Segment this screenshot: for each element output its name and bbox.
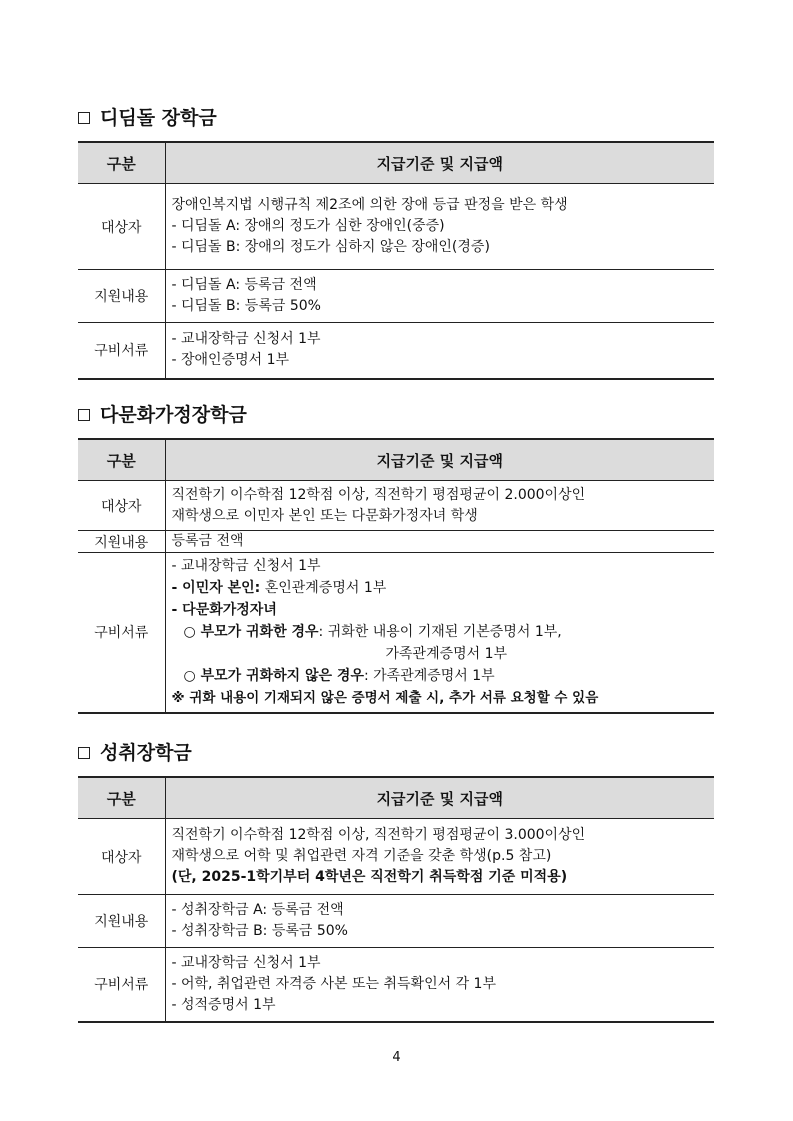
section-didimdol [78,104,714,380]
row-label: 구비서류 [78,553,165,713]
row-content: 직전학기 이수학점 12학점 이상, 직전학기 평점평균이 3.000이상인 재학생으로 어학 및 취업관련 자격 기준을 갖춘 학생(p.5 참고) (단, 2025-1학기부터 4학년은 직전학기 취득학점 기준 미적용) [165,819,714,895]
header-criteria: 지급기준 및 지급액 [165,777,714,819]
row-content: 장애인복지법 시행규칙 제2조에 의한 장애 등급 판정을 받은 학생 - 디딤돌 A: 장애의 정도가 심한 장애인(중증) - 디딤돌 B: 장애의 정도가 심하지 않은 장애인(경증) [165,184,714,270]
row-label: 지원내용 [78,531,165,553]
row-label: 대상자 [78,819,165,895]
didimdol-table [78,141,714,380]
row-label: 대상자 [78,481,165,531]
row-content: - 교내장학금 신청서 1부 - 어학, 취업관련 자격증 사본 또는 취득확인서 각 1부 - 성적증명서 1부 [165,948,714,1022]
row-content: - 디딤돌 A: 등록금 전액 - 디딤돌 B: 등록금 50% [165,270,714,323]
checkbox-square-icon [78,112,90,124]
row-content: 등록금 전액 [165,531,714,553]
checkbox-square-icon [78,747,90,759]
header-category: 구분 [78,439,165,481]
row-label: 대상자 [78,184,165,270]
row-content: - 교내장학금 신청서 1부 - 장애인증명서 1부 [165,323,714,379]
page-number: 4 [392,1050,401,1065]
header-category: 구분 [78,142,165,184]
section-title: 성취장학금 [78,739,714,767]
header-category: 구분 [78,777,165,819]
row-label: 구비서류 [78,948,165,1022]
section-achievement [78,739,714,1023]
row-content: 직전학기 이수학점 12학점 이상, 직전학기 평점평균이 2.000이상인 재학생으로 이민자 본인 또는 다문화가정자녀 학생 [165,481,714,531]
row-content: - 성취장학금 A: 등록금 전액 - 성취장학금 B: 등록금 50% [165,895,714,948]
row-label: 구비서류 [78,323,165,379]
row-content: - 교내장학금 신청서 1부 - 이민자 본인: 혼인관계증명서 1부 - 다문화가정자녀 ○ 부모가 귀화한 경우: 귀화한 내용이 기재된 기본증명서 1부, 가족관계증명서 1부 ○ 부모가 귀화하지 않은 경우: 가족관계증명서 1부 ※ 귀화 내용이 기재되지 않은 증명서 제출 시, 추가 서류 요청할 수 있음 [165,553,714,713]
section-multicultural [78,401,714,714]
achievement-table [78,776,714,1023]
checkbox-square-icon [78,409,90,421]
multicultural-table [78,438,714,714]
section-title: 디딤돌 장학금 [78,104,714,132]
section-title: 다문화가정장학금 [78,401,714,429]
header-criteria: 지급기준 및 지급액 [165,142,714,184]
header-criteria: 지급기준 및 지급액 [165,439,714,481]
row-label: 지원내용 [78,270,165,323]
row-label: 지원내용 [78,895,165,948]
